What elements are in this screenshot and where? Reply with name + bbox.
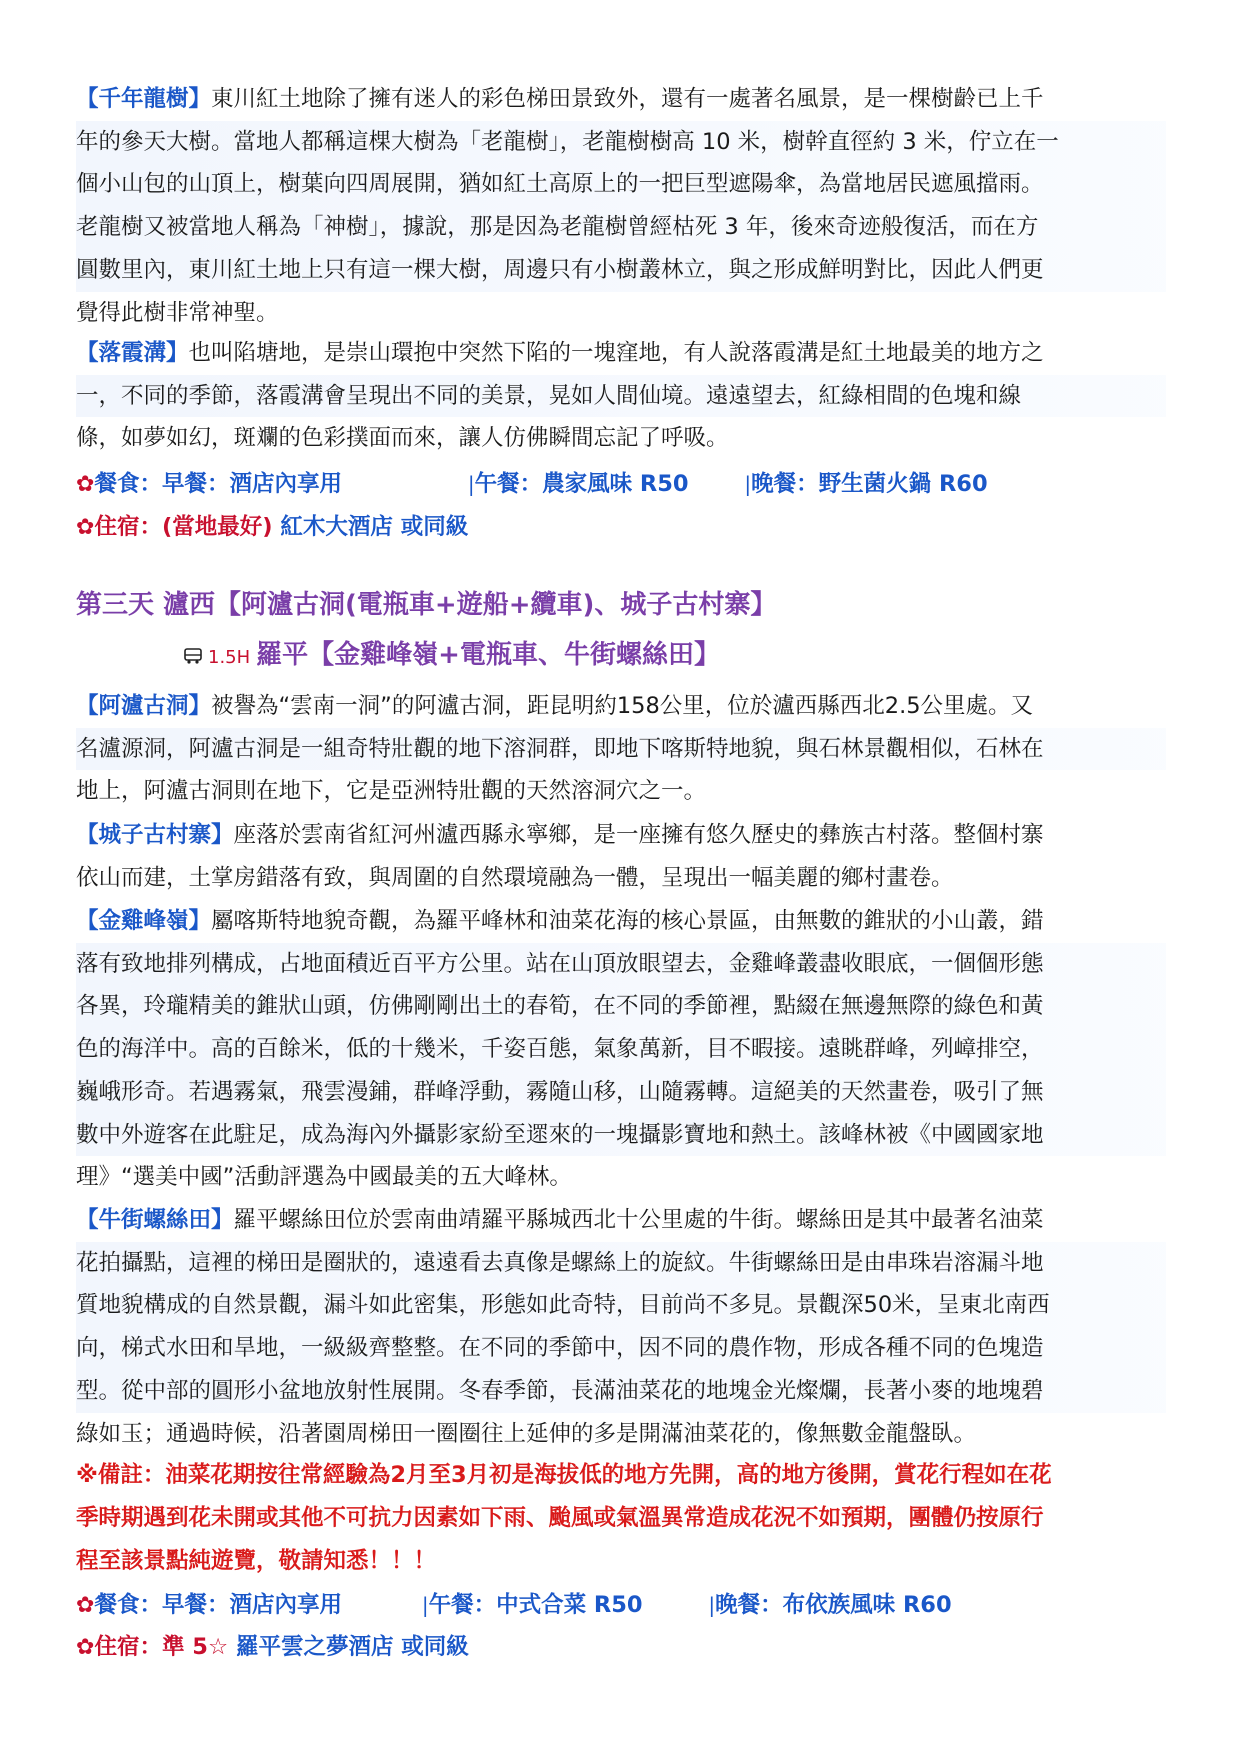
dinner-info: 晚餐：野生菌火鍋 R60: [751, 471, 988, 497]
paragraph-line: 落有致地排列構成，占地面積近百平方公里。站在山頂放眼望去，金雞峰叢盡收眼底，一個個形態: [76, 943, 1166, 986]
paragraph-line: 覺得此樹非常神聖。: [76, 299, 279, 326]
section-luoxia-gully: [76, 332, 1166, 460]
paragraph: [76, 685, 1166, 813]
separator: |: [744, 472, 752, 496]
paragraph-line: 【千年龍樹】東川紅土地除了擁有迷人的彩色梯田景致外，還有一處著名風景，是一棵樹齡已上千: [76, 86, 1044, 112]
paragraph-line: 質地貌構成的自然景觀，漏斗如此密集，形態如此奇特，目前尚不多見。景觀深50米，呈東北南西: [76, 1284, 1166, 1327]
paragraph-line: 數中外遊客在此駐足，成為海內外攝影家紛至遝來的一塊攝影寶地和熱土。該峰林被《中國國家地: [76, 1114, 1166, 1157]
paragraph-line: 花拍攝點，這裡的梯田是圈狀的，遠遠看去真像是螺絲上的旋紋。牛街螺絲田是由串珠岩溶漏斗地: [76, 1242, 1166, 1285]
meals-label: 餐食：: [94, 471, 162, 497]
note-line: ※備註：油菜花期按往常經驗為2月至3月初是海拔低的地方先開，高的地方後開，賞花行程如在花: [76, 1462, 1052, 1488]
breakfast-info: 早餐：酒店內享用: [161, 471, 342, 497]
paragraph-line: 條，如夢如幻，斑斕的色彩撲面而來，讓人仿佛瞬間忘記了呼吸。: [76, 425, 729, 452]
paragraph-line: 【城子古村寨】座落於雲南省紅河州瀘西縣永寧鄉，是一座擁有悠久歷史的彝族古村落。整個村寨: [76, 822, 1044, 848]
hotel-line-day3: [76, 1626, 1166, 1669]
hotel-name: 紅木大酒店 或同級: [280, 514, 469, 540]
breakfast-info: 早餐：酒店內享用: [161, 1592, 342, 1618]
flower-icon: ✿: [76, 515, 95, 540]
attraction-heading: 【阿瀘古洞】: [76, 693, 212, 719]
lunch-info: 午餐：中式合菜 R50: [428, 1592, 643, 1618]
flower-icon: ✿: [76, 1635, 95, 1660]
separator: |: [467, 472, 475, 496]
paragraph-line: 【落霞溝】也叫陷塘地，是崇山環抱中突然下陷的一塊窪地，有人說落霞溝是紅土地最美的地方之: [76, 340, 1044, 366]
dinner-info: 晚餐：布依族風味 R60: [715, 1592, 952, 1618]
section-thousand-year-dragon-tree: [76, 78, 1166, 334]
paragraph: [76, 332, 1166, 460]
flower-icon: ✿: [76, 472, 95, 497]
paragraph: [76, 78, 1166, 334]
paragraph-line: 綠如玉；通過時候，沿著園周梯田一圈圈往上延伸的多是開滿油菜花的，像無數金龍盤臥。: [76, 1420, 977, 1447]
attraction-heading: 【千年龍樹】: [76, 86, 212, 112]
note-line: 季時期遇到花未開或其他不可抗力因素如下雨、颱風或氣溫異常造成花況不如預期，團體仍按原行: [76, 1505, 1044, 1531]
note-paragraph: [76, 1454, 1166, 1583]
lunch-info: 午餐：農家風味 R50: [474, 471, 689, 497]
attraction-heading: 【牛街螺絲田】: [76, 1207, 234, 1233]
paragraph-line: 依山而建，土掌房錯落有致，與周圍的自然環境融為一體，呈現出一幅美麗的鄉村畫卷。: [76, 864, 954, 891]
remark-note: [76, 1454, 1166, 1583]
hotel-line-day2: [76, 506, 1166, 549]
section-niujie-spiral-fields: [76, 1199, 1166, 1455]
paragraph-line: 【阿瀘古洞】被譽為“雲南一洞”的阿瀘古洞，距昆明約158公里，位於瀘西縣西北2.5公里處。又: [76, 693, 1034, 719]
paragraph: [76, 814, 1166, 899]
travel-duration: 1.5H: [208, 647, 251, 668]
paragraph-line: 向，梯式水田和旱地，一級級齊整整。在不同的季節中，因不同的農作物，形成各種不同的色塊造: [76, 1327, 1166, 1370]
hotel-label: 住宿：: [94, 514, 162, 540]
hotel-grade: 準 5: [161, 1634, 208, 1660]
paragraph-line: 地上，阿瀘古洞則在地下，它是亞洲特壯觀的天然溶洞穴之一。: [76, 778, 707, 805]
paragraph-line: 【牛街螺絲田】羅平螺絲田位於雲南曲靖羅平縣城西北十公里處的牛街。螺絲田是其中最著名油菜: [76, 1207, 1044, 1233]
separator: |: [421, 1593, 429, 1617]
paragraph-line: 名瀘源洞，阿瀘古洞是一組奇特壯觀的地下溶洞群，即地下喀斯特地貌，與石林景觀相似，石林在: [76, 728, 1166, 771]
hotel-label: 住宿：: [94, 1634, 162, 1660]
paragraph-line: 各異，玲瓏精美的錐狀山頭，仿佛剛剛出土的春筍，在不同的季節裡，點綴在無邊無際的綠色和黃: [76, 985, 1166, 1028]
paragraph-line: 色的海洋中。高的百餘米，低的十幾米，千姿百態，氣象萬新，目不暇接。遠眺群峰，列嶂排空，: [76, 1028, 1166, 1071]
flower-icon: ✿: [76, 1593, 95, 1618]
section-chengzi-village: [76, 814, 1166, 899]
separator: |: [708, 1593, 716, 1617]
attraction-heading: 【落霞溝】: [76, 340, 189, 366]
meals-line-day2: [76, 463, 1166, 506]
paragraph-line: 個小山包的山頂上，樹葉向四周展開，猶如紅土高原上的一把巨型遮陽傘，為當地居民遮風擋雨。: [76, 163, 1166, 206]
paragraph: [76, 1199, 1166, 1455]
paragraph-line: 老龍樹又被當地人稱為「神樹」，據說，那是因為老龍樹曾經枯死 3 年，後來奇迹般復活，而在方: [76, 206, 1166, 249]
day-subtitle: [184, 634, 1241, 671]
star-icon: ☆: [207, 1634, 229, 1660]
paragraph-line: 理》“選美中國”活動評選為中國最美的五大峰林。: [76, 1164, 572, 1191]
meals-line-day3: [76, 1584, 1166, 1627]
section-jinji-peaks: [76, 900, 1166, 1199]
paragraph-line: 年的參天大樹。當地人都稱這棵大樹為「老龍樹」，老龍樹樹高 10 米，樹幹直徑約 3 米，佇立在一: [76, 121, 1166, 164]
hotel-name: 羅平雲之夢酒店 或同級: [235, 1634, 469, 1660]
note-line: 程至該景點純遊覽，敬請知悉！！！: [76, 1548, 437, 1574]
paragraph-line: 圓數里內，東川紅土地上只有這一棵大樹，周邊只有小樹叢林立，與之形成鮮明對比，因此人們更: [76, 249, 1166, 292]
paragraph-line: 【金雞峰嶺】屬喀斯特地貌奇觀，為羅平峰林和油菜花海的核心景區，由無數的錐狀的小山叢，錯: [76, 908, 1044, 934]
hotel-grade: (當地最好): [161, 514, 273, 540]
paragraph: [76, 900, 1166, 1199]
attraction-heading: 【金雞峰嶺】: [76, 908, 212, 934]
day-title: 第三天 瀘西【阿瀘古洞(電瓶車+遊船+纜車)、城子古村寨】: [76, 590, 777, 620]
attraction-heading: 【城子古村寨】: [76, 822, 234, 848]
meals-label: 餐食：: [94, 1592, 162, 1618]
subtitle-text: 羅平【金雞峰嶺+電瓶車、牛街螺絲田】: [256, 640, 720, 670]
bus-icon: [184, 648, 202, 664]
paragraph-line: 巍峨形奇。若遇霧氣，飛雲漫鋪，群峰浮動，霧隨山移，山隨霧轉。這絕美的天然畫卷，吸引了無: [76, 1071, 1166, 1114]
paragraph-line: 一，不同的季節，落霞溝會呈現出不同的美景，晃如人間仙境。遠遠望去，紅綠相間的色塊和線: [76, 375, 1166, 418]
section-alu-cave: [76, 685, 1166, 813]
paragraph-line: 型。從中部的圓形小盆地放射性展開。冬春季節，長滿油菜花的地塊金光燦爛，長著小麥的地塊碧: [76, 1370, 1166, 1413]
